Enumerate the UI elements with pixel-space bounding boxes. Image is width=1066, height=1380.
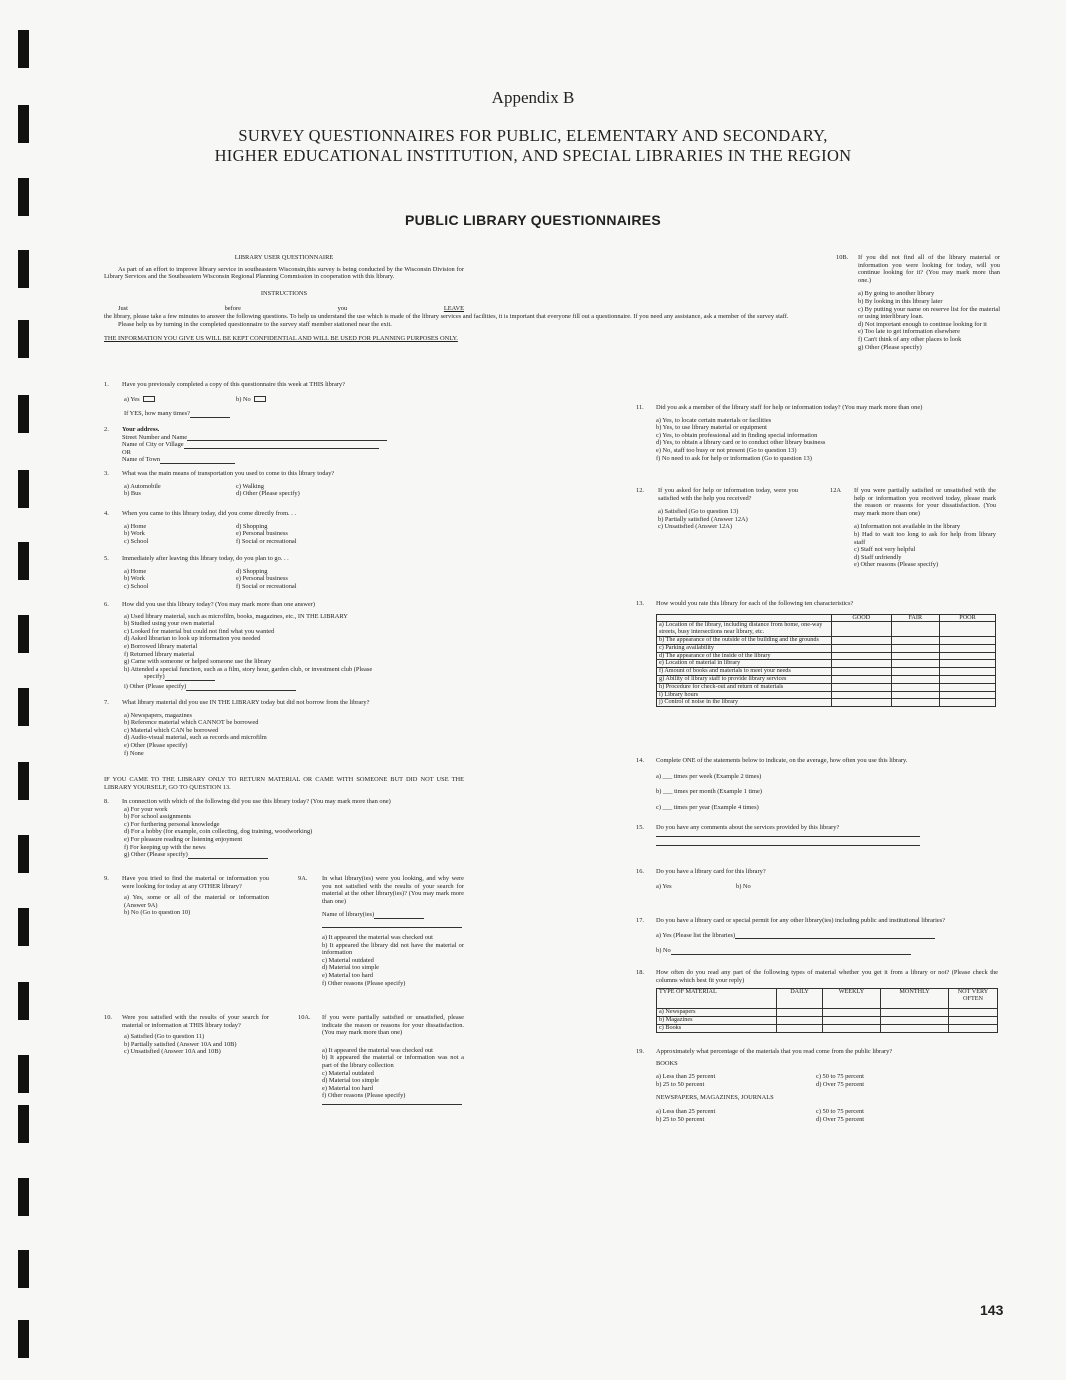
question-1 (104, 381, 464, 418)
q-text: Have you previously completed a copy of this questionnaire this week at THIS library? (122, 381, 345, 388)
question-12: 12. If you asked for help or information today, were you satisfied with the help you received? a) Satisfied (Go to question 13) b) Partially satisfied (Answer 12A) c) Unsatisfied (Answer 12A) (636, 487, 798, 531)
q6-option[interactable]: d) Asked librarian to look up information you needed (124, 635, 261, 643)
confidential-notice: THE INFORMATION YOU GIVE US WILL BE KEPT CONFIDENTIAL AND WILL BE USED FOR PLANNING PURPOSES ONLY. (104, 335, 458, 343)
rating-cell[interactable] (832, 699, 892, 707)
q5-option[interactable]: c) School (124, 582, 149, 590)
question-12a: 12A If you were partially satisfied or unsatisfied with the help or information you received today, please mark the reason or reasons for your dissatisfaction. (You may mark more than one) a) Information not available in the library b) Had to wait too long to ask for help from library staff c) Staff not very helpful d) Staff unfriendly e) Other reasons (Please specify) (830, 487, 996, 569)
q7-option[interactable]: f) None (124, 749, 144, 757)
q12a-option[interactable]: b) Had to wait too long to ask for help from library staff (854, 530, 996, 546)
rating-cell[interactable] (891, 660, 940, 668)
skip-note: IF YOU CAME TO THE LIBRARY ONLY TO RETURN MATERIAL OR CAME WITH SOMEONE BUT DID NOT USE THE LIBRARY YOURSELF, GO TO QUESTION 13. (104, 776, 464, 791)
rating-cell[interactable] (940, 683, 996, 691)
address-town[interactable]: Name of Town (122, 456, 464, 464)
rating-cell[interactable] (891, 636, 940, 644)
q4-option[interactable]: c) School (124, 537, 149, 545)
q7-option[interactable]: e) Other (Please specify) (124, 741, 188, 749)
instructions-after: the library, please take a few minutes to answer the following questions. To help us understand the use which is made of the library services and facilities, it is important that everyone fill out a questionnaire. If you need any assistance, ask a member of the survey staff. (104, 312, 789, 320)
rating-cell[interactable] (891, 691, 940, 699)
question-16: 16. Do you have a library card for this library? a) Yes b) No (636, 868, 998, 890)
rating-cell[interactable] (940, 636, 996, 644)
q4-option[interactable]: e) Personal business (236, 530, 288, 538)
q12a-option[interactable]: d) Staff unfriendly (854, 553, 902, 561)
rating-cell[interactable] (891, 675, 940, 683)
q3-option[interactable]: b) Bus (124, 490, 141, 498)
q19-option[interactable]: b) 25 to 50 percent (656, 1080, 705, 1088)
q10b-option[interactable]: e) Too late to get information elsewhere (858, 328, 961, 336)
binder-mark (18, 835, 29, 873)
freq-cell[interactable] (949, 1016, 998, 1024)
q1-yes[interactable]: a) Yes (124, 396, 236, 404)
q19-option[interactable]: c) 50 to 75 percent (816, 1073, 864, 1081)
q6-option[interactable]: e) Borrowed library material (124, 642, 198, 650)
binder-mark (18, 1105, 29, 1143)
q17-no[interactable]: b) No (656, 947, 998, 955)
question-10b: 10B. If you did not find all of the library material or information you were looking for today, will you continue looking for it? (You may mark more than one.) a) By going to another library b) By looking in this library later c) By putting your name on reserve list for the material or using interlibrary loan. d) Not important enough to continue looking for it e) Too late to get information elsewhere f) Can't think of any other places to look g) Other (Please specify) (836, 254, 1000, 351)
question-3: 3. What was the main means of transportation you used to come to this library today? a) Automobile c) Walking b) Bus d) Other (Please specify) (104, 470, 464, 498)
address-street[interactable]: Street Number and Name (122, 434, 464, 442)
q10a-option[interactable]: e) Material too hard (322, 1084, 373, 1092)
rating-cell[interactable] (940, 699, 996, 707)
binder-mark (18, 615, 29, 653)
q5-option[interactable]: d) Shopping (236, 567, 268, 575)
checkbox[interactable] (254, 396, 266, 402)
q6-option[interactable]: b) Studied using your own material (124, 620, 215, 628)
appendix-label: Appendix B (491, 88, 575, 107)
q4-option[interactable]: b) Work (124, 530, 145, 538)
rating-cell[interactable] (832, 636, 892, 644)
rating-cell[interactable] (832, 675, 892, 683)
q8-option[interactable]: f) For keeping up with the news (124, 843, 206, 851)
freq-cell[interactable] (777, 1024, 822, 1032)
rating-cell[interactable] (940, 622, 996, 637)
q17-yes[interactable]: a) Yes (Please list the libraries) (656, 932, 998, 940)
q9a-option[interactable]: d) Material too simple (322, 964, 379, 972)
comment-line[interactable] (656, 845, 920, 846)
binder-mark (18, 1178, 29, 1216)
question-9: 9. Have you tried to find the material or information you were looking for today at any OTHER library? a) Yes, some or all of the material or information (Answer 9A) b) No (Go to question 10) (104, 875, 269, 917)
q12a-option[interactable]: a) Information not available in the library (854, 523, 961, 531)
q10-option[interactable]: b) Partially satisfied (Answer 10A and 10B) (124, 1040, 237, 1048)
question-11: 11. Did you ask a member of the library staff for help or information today? (You may mark more than one) a) Yes, to locate certain materials or facilities b) Yes, to use library material or equipment c) Yes, to obtain professional aid in finding special information d) Yes, to obtain a library card or to conduct other library business e) No, staff too busy or not present (Go to question 13) f) No need to ask for help or information (Go to question 13) (636, 404, 998, 462)
instructions-heading: INSTRUCTIONS (260, 289, 308, 297)
rating-cell[interactable] (832, 660, 892, 668)
page-title-line1: SURVEY QUESTIONNAIRES FOR PUBLIC, ELEMENTARY AND SECONDARY, (238, 126, 828, 145)
binder-mark (18, 762, 29, 800)
q10-option[interactable]: a) Satisfied (Go to question 11) (124, 1033, 205, 1041)
table-row: i) Library hours (657, 691, 996, 699)
table-row: j) Control of noise in the library (657, 699, 996, 707)
page-number: 143 (980, 1302, 1004, 1318)
rating-cell[interactable] (940, 644, 996, 652)
q10b-option[interactable]: g) Other (Please specify) (858, 343, 922, 351)
table-row: b) The appearance of the outside of the building and the grounds (657, 636, 996, 644)
section-heading: PUBLIC LIBRARY QUESTIONNAIRES (404, 212, 662, 228)
binder-mark (18, 1250, 29, 1288)
q8-option[interactable]: g) Other (Please specify) (124, 851, 464, 859)
rating-cell[interactable] (891, 683, 940, 691)
binder-mark (18, 178, 29, 216)
q9a-option[interactable]: c) Material outdated (322, 956, 374, 964)
q1-no[interactable]: b) No (236, 396, 348, 404)
rating-cell[interactable] (832, 691, 892, 699)
binder-mark (18, 30, 29, 68)
table-row: g) Ability of library staff to provide library services (657, 675, 996, 683)
q5-option[interactable]: f) Social or recreational (236, 582, 297, 590)
q12a-option[interactable]: e) Other reasons (Please specify) (854, 561, 939, 569)
binder-mark (18, 908, 29, 946)
q3-option[interactable]: c) Walking (236, 482, 264, 490)
q8-option[interactable]: a) For your work (124, 805, 168, 813)
material-table: TYPE OF MATERIAL DAILY WEEKLY MONTHLY NOT VERY OFTEN a) Newspapers b) Magazines c) Books (656, 988, 998, 1032)
rating-cell[interactable] (940, 691, 996, 699)
q1-follow[interactable]: If YES, how many times? (124, 410, 464, 418)
rating-cell[interactable] (891, 644, 940, 652)
q9-option[interactable]: a) Yes, some or all of the material or information (Answer 9A) (124, 894, 269, 909)
q8-option[interactable]: b) For school assignments (124, 813, 191, 821)
freq-cell[interactable] (881, 1016, 949, 1024)
q19-option[interactable]: a) Less than 25 percent (656, 1107, 716, 1115)
q8-option[interactable]: c) For furthering personal knowledge (124, 820, 220, 828)
q9a-option[interactable]: e) Material too hard (322, 971, 373, 979)
question-14: 14. Complete ONE of the statements below to indicate, on the average, how often you use this library. a) ___ times per week (Example 2 times) b) ___ times per month (Example 1 time) c) ___ times per year (Example 4 times) (636, 757, 998, 811)
intro-paragraph: As part of an effort to improve library service in southeastern Wisconsin,this survey is being conducted by the Wisconsin Division for Library Services and the Southeastern Wisconsin Regional Planning Commission in cooperation with this library. (104, 265, 464, 281)
comment-line[interactable] (656, 836, 920, 837)
q10a-option[interactable]: f) Other reasons (Please specify) (322, 1092, 406, 1100)
binder-mark (18, 250, 29, 288)
q11-option[interactable]: c) Yes, to obtain professional aid in finding special information (656, 431, 818, 439)
q7-option[interactable]: d) Audio-visual material, such as records and microfilm (124, 734, 267, 742)
q19-option[interactable]: a) Less than 25 percent (656, 1073, 716, 1081)
q8-option[interactable]: e) For pleasure reading or listening enjoyment (124, 835, 243, 843)
q6-option[interactable]: h) Attended a special function, such as a film, story hour, garden club, or investment club (Please (124, 665, 373, 673)
q6-option[interactable]: a) Used library material, such as microfilm, books, magazines, etc., IN THE LIBRARY (124, 612, 348, 620)
freq-cell[interactable] (949, 1009, 998, 1017)
q16-yes[interactable]: a) Yes (656, 882, 672, 890)
q5-option[interactable]: a) Home (124, 567, 147, 575)
binder-mark (18, 688, 29, 726)
q12-option[interactable]: c) Unsatisfied (Answer 12A) (658, 523, 733, 531)
question-8: 8. In connection with which of the following did you use this library today? (You may mark more than one) a) For your work b) For school assignments c) For furthering personal knowledge d) For a hobby (for example, coin collecting, dog training, woodworking) e) For pleasure reading or listening enjoyment f) For keeping up with the news g) Other (Please specify) (104, 798, 464, 859)
question-5: 5. Immediately after leaving this library today, do you plan to go. . . a) Home d) Shopping b) Work e) Personal business c) School f) Social or recreational (104, 555, 464, 590)
rating-cell[interactable] (832, 668, 892, 676)
q10a-option[interactable]: a) It appeared the material was checked out (322, 1046, 433, 1054)
question-7: 7. What library material did you use IN THE LIBRARY today but did not borrow from the library? a) Newspapers, magazines b) Reference material which CANNOT be borrowed c) Material which CAN be borrowed d) Audio-visual material, such as records and microfilm e) Other (Please specify) f) None (104, 699, 464, 757)
q11-option[interactable]: d) Yes, to obtain a library card or to conduct other library business (656, 439, 826, 447)
question-13: 13. How would you rate this library for each of the following ten characteristics? GOOD FAIR POOR a) Location of the library, including distance from home, one-way streets, busy intersections near library, etc. b) The appearance of the outside of the building and the grounds c) Parking availability d) The appearance of the inside of the library e) Location of material in library f) Amount of books and materials to meet your needs g) Ability of library staff to provide library services h) Procedure for check-out and return of materials i) Library hours j) Control of noise in the library (636, 600, 998, 707)
q8-option[interactable]: d) For a hobby (for example, coin collecting, dog training, woodworking) (124, 828, 313, 836)
rating-cell[interactable] (891, 652, 940, 660)
instructions-paragraph (104, 305, 789, 320)
q10a-option[interactable]: d) Material too simple (322, 1077, 379, 1085)
freq-cell[interactable] (822, 1016, 881, 1024)
freq-cell[interactable] (777, 1016, 822, 1024)
q6-option[interactable]: g) Came with someone or helped someone use the library (124, 658, 272, 666)
question-10: 10. Were you satisfied with the results of your search for material or information at THIS library today? a) Satisfied (Go to question 11) b) Partially satisfied (Answer 10A and 10B) c) Unsatisfied (Answer 10A and 10B) (104, 1014, 269, 1056)
freq-cell[interactable] (777, 1009, 822, 1017)
q10b-option[interactable]: b) By looking in this library later (858, 297, 943, 305)
rating-cell[interactable] (832, 644, 892, 652)
rating-cell[interactable] (832, 652, 892, 660)
q10b-option[interactable]: c) By putting your name on reserve list for the material or using interlibrary loan. (858, 305, 1000, 321)
checkbox[interactable] (143, 396, 155, 402)
binder-mark (18, 1320, 29, 1358)
rating-cell[interactable] (832, 683, 892, 691)
q6-option[interactable]: c) Looked for material but could not find what you wanted (124, 627, 275, 635)
question-17: 17. Do you have a library card or special permit for any other library(ies) including public and institutional libraries? a) Yes (Please list the libraries) b) No (636, 917, 998, 955)
rating-cell[interactable] (891, 668, 940, 676)
rating-cell[interactable] (891, 622, 940, 637)
q7-option[interactable]: c) Material which CAN be borrowed (124, 726, 219, 734)
table-row: e) Location of material in library (657, 660, 996, 668)
table-row: h) Procedure for check-out and return of materials (657, 683, 996, 691)
binder-mark (18, 470, 29, 508)
q4-option[interactable]: d) Shopping (236, 522, 268, 530)
q14-option[interactable]: a) ___ times per week (Example 2 times) (656, 772, 762, 780)
freq-cell[interactable] (949, 1024, 998, 1032)
instructions-before: Just before you (118, 305, 348, 313)
q9a-option[interactable]: f) Other reasons (Please specify) (322, 979, 406, 987)
q7-option[interactable]: b) Reference material which CANNOT be borrowed (124, 719, 259, 727)
q14-option[interactable]: c) ___ times per year (Example 4 times) (656, 803, 759, 811)
table-row: c) Parking availability (657, 644, 996, 652)
q4-option[interactable]: a) Home (124, 522, 147, 530)
q-number: 1. (104, 381, 109, 388)
freq-cell[interactable] (822, 1009, 881, 1017)
q5-option[interactable]: e) Personal business (236, 575, 288, 583)
q14-option[interactable]: b) ___ times per month (Example 1 time) (656, 788, 762, 796)
q10a-option[interactable]: b) It appeared the material or information was not a part of the library collection (322, 1054, 464, 1069)
q11-option[interactable]: b) Yes, to use library material or equipment (656, 424, 767, 432)
q3-option[interactable]: d) Other (Please specify) (236, 490, 300, 498)
instructions-leave: LEAVE (443, 305, 464, 313)
form-title: LIBRARY USER QUESTIONNAIRE (234, 254, 334, 261)
q9-option[interactable]: b) No (Go to question 10) (124, 909, 191, 917)
rating-table: GOOD FAIR POOR a) Location of the library, including distance from home, one-way streets, busy intersections near library, etc. b) The appearance of the outside of the building and the grounds c) Parking availability d) The appearance of the inside of the library e) Location of material in library f) Amount of books and materials to meet your needs g) Ability of library staff to provide library services h) Procedure for check-out and return of materials i) Library hours j) Control of noise in the library (656, 614, 996, 708)
q4-option[interactable]: f) Social or recreational (236, 537, 297, 545)
intro-block (104, 254, 789, 343)
instructions-2: Please help us by turning in the completed questionnaire to the survey staff member stationed near the exit. (118, 320, 392, 328)
question-9a: 9A. In what library(ies) were you looking, and why were you not satisfied with the results of your search for material at the other library(ies)? (You may mark more than one) Name of library(ies) a) It appeared the material was checked out b) It appeared the library did not have the material or information c) Material outdated d) Material too simple e) Material too hard f) Other reasons (Please specify) (298, 875, 464, 987)
table-row: d) The appearance of the inside of the library (657, 652, 996, 660)
q16-no[interactable]: b) No (736, 882, 751, 890)
question-2: 2. Your address. Street Number and Name Name of City or Village OR Name of Town (104, 426, 464, 464)
question-15: 15. Do you have any comments about the services provided by this library? (636, 824, 998, 846)
question-18: 18. How often do you read any part of the following types of material whether you get it from a library or not? (Please check the columns which best fit your reply) TYPE OF MATERIAL DAILY WEEKLY MONTHLY NOT VERY OFTEN a) Newspapers b) Magazines c) Books (636, 969, 998, 1031)
q9a-option[interactable]: b) It appeared the library did not have the material or information (322, 941, 464, 957)
q9a-name-field[interactable]: Name of library(ies) (322, 911, 464, 919)
table-row: c) Books (657, 1024, 998, 1032)
q12-option[interactable]: b) Partially satisfied (Answer 12A) (658, 515, 748, 523)
table-row: b) Magazines (657, 1016, 998, 1024)
page-title-line2: HIGHER EDUCATIONAL INSTITUTION, AND SPECIAL LIBRARIES IN THE REGION (214, 146, 852, 165)
binder-mark (18, 320, 29, 358)
q19-option[interactable]: d) Over 75 percent (816, 1080, 865, 1088)
rating-cell[interactable] (940, 668, 996, 676)
binder-mark (18, 395, 29, 433)
table-row: a) Newspapers (657, 1009, 998, 1017)
rating-cell[interactable] (832, 622, 892, 637)
freq-cell[interactable] (822, 1024, 881, 1032)
q5-option[interactable]: b) Work (124, 575, 145, 583)
table-row: a) Location of the library, including distance from home, one-way streets, busy intersections near library, etc. (657, 622, 996, 637)
rating-cell[interactable] (940, 660, 996, 668)
q11-option[interactable]: f) No need to ask for help or information (Go to question 13) (656, 454, 812, 462)
q7-option[interactable]: a) Newspapers, magazines (124, 711, 192, 719)
rating-cell[interactable] (891, 699, 940, 707)
q6-option[interactable]: specify) (144, 673, 476, 681)
question-6: 6. How did you use this library today? (You may mark more than one answer) a) Used library material, such as microfilm, books, magazines, etc., IN THE LIBRARY b) Studied using your own material c) Looked for material but could not find what you wanted d) Asked librarian to look up information you needed e) Borrowed library material f) Returned library material g) Came with someone or helped someone use the library h) Attended a special function, such as a film, story hour, garden club, or investment club (Please specify) i) Other (Please specify) (104, 601, 476, 691)
q10b-option[interactable]: a) By going to another library (858, 290, 935, 298)
binder-mark (18, 542, 29, 580)
q10a-option[interactable]: c) Material outdated (322, 1069, 374, 1077)
table-row: f) Amount of books and materials to meet your needs (657, 668, 996, 676)
q6-option[interactable]: i) Other (Please specify) (124, 683, 476, 691)
q10b-option[interactable]: f) Can't think of any other places to look (858, 335, 962, 343)
rating-cell[interactable] (940, 652, 996, 660)
q19-option[interactable]: c) 50 to 75 percent (816, 1107, 864, 1115)
q10-option[interactable]: c) Unsatisfied (Answer 10A and 10B) (124, 1048, 221, 1056)
q9a-option[interactable]: a) It appeared the material was checked out (322, 933, 433, 941)
q3-option[interactable]: a) Automobile (124, 482, 161, 490)
q12a-option[interactable]: c) Staff not very helpful (854, 546, 916, 554)
rating-cell[interactable] (940, 675, 996, 683)
q11-option[interactable]: a) Yes, to locate certain materials or facilities (656, 416, 772, 424)
q19-option[interactable]: d) Over 75 percent (816, 1115, 865, 1123)
question-4: 4. When you came to this library today, did you come directly from. . . a) Home d) Shopping b) Work e) Personal business c) School f) Social or recreational (104, 510, 464, 545)
question-10a: 10A. If you were partially satisfied or unsatisfied, please indicate the reason or reasons for your dissatisfaction. (You may mark more than one) a) It appeared the material was checked out b) It appeared the material or information was not a part of the library collection c) Material outdated d) Material too simple e) Material too hard f) Other reasons (Please specify) (298, 1014, 464, 1105)
q19-option[interactable]: b) 25 to 50 percent (656, 1115, 705, 1123)
freq-cell[interactable] (881, 1009, 949, 1017)
q12-option[interactable]: a) Satisfied (Go to question 13) (658, 508, 739, 516)
binder-mark (18, 982, 29, 1020)
q11-option[interactable]: e) No, staff too busy or not present (Go to question 13) (656, 446, 797, 454)
question-19: 19. Approximately what percentage of the materials that you read come from the public library? BOOKS a) Less than 25 percent c) 50 to 75 percent b) 25 to 50 percent d) Over 75 percent NEWSPAPERS, MAGAZINES, JOURNALS a) Less than 25 percent c) 50 to 75 percent b) 25 to 50 percent d) Over 75 percent (636, 1048, 998, 1123)
binder-mark (18, 1055, 29, 1093)
freq-cell[interactable] (881, 1024, 949, 1032)
q10b-option[interactable]: d) Not important enough to continue looking for it (858, 320, 987, 328)
address-city[interactable]: Name of City or Village (122, 441, 464, 449)
q6-option[interactable]: f) Returned library material (124, 650, 195, 658)
